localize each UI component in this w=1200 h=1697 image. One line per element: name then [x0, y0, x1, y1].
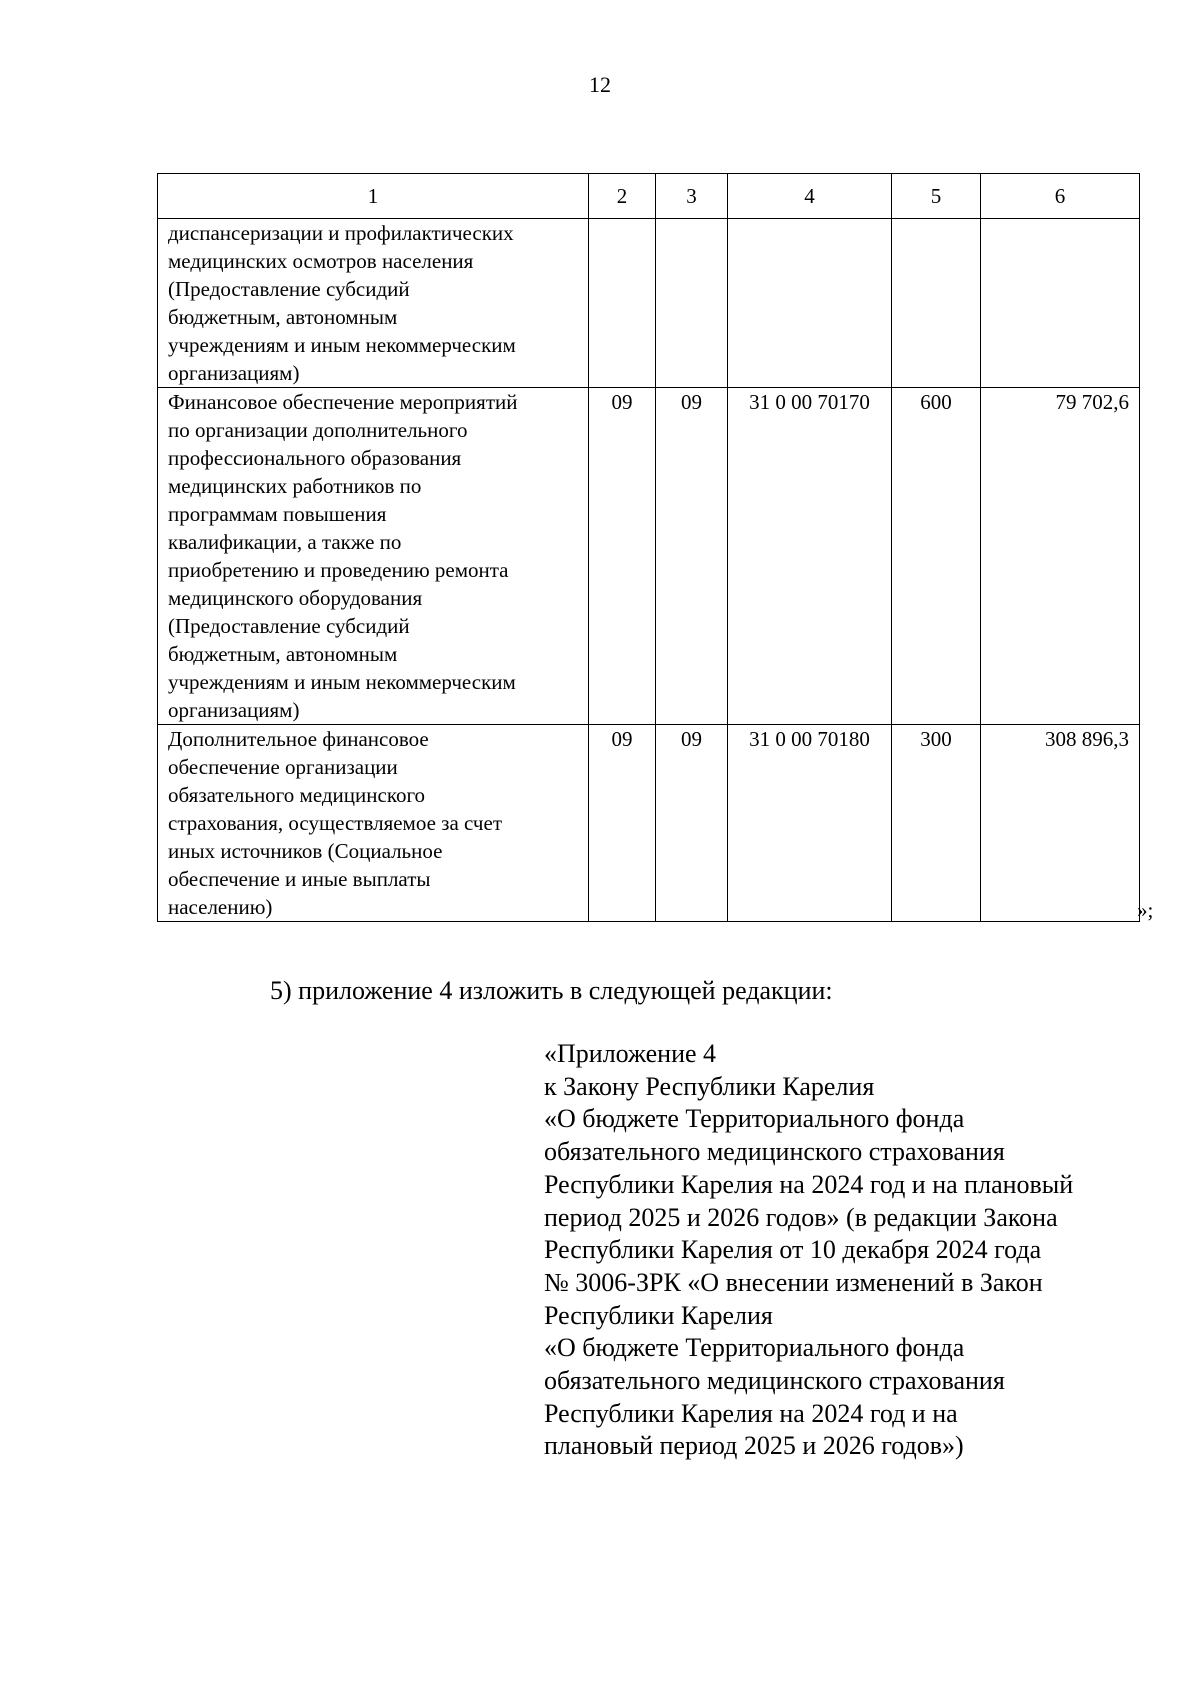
appendix-line: к Закону Республики Карелия — [544, 1071, 875, 1101]
appendix-line: «О бюджете Территориального фонда — [544, 1104, 965, 1134]
target-article-cell: 31 0 00 70180 — [728, 725, 892, 922]
table-close-quote: »; — [1137, 898, 1154, 922]
target-article-cell: 31 0 00 70170 — [728, 388, 892, 725]
appendix-line: Республики Карелия на 2024 год и на плановый — [544, 1169, 1074, 1199]
section-cell: 09 — [589, 725, 656, 922]
page-number: 12 — [589, 72, 611, 97]
target-article-cell — [728, 219, 892, 388]
section-cell: 09 — [589, 388, 656, 725]
expense-type-cell: 600 — [892, 388, 981, 725]
header-cell: 1 — [158, 174, 589, 219]
appendix-line: обязательного медицинского страхования — [544, 1137, 1005, 1167]
amount-cell: 308 896,3 — [981, 725, 1140, 922]
appendix-line: № 3006-ЗРК «О внесении изменений в Закон — [544, 1267, 1043, 1297]
expense-type-cell — [892, 219, 981, 388]
subsection-cell: 09 — [656, 388, 728, 725]
row-description: диспансеризации и профилактических медицинских осмотров населения (Предоставление субсидий бюджетным, автономным учреждениям и иным некоммерческим организациям) — [158, 219, 589, 388]
header-cell: 2 — [589, 174, 656, 219]
amount-cell: 79 702,6 — [981, 388, 1140, 725]
subsection-cell — [656, 219, 728, 388]
section-cell — [589, 219, 656, 388]
appendix-line: плановый период 2025 и 2026 годов») — [544, 1431, 964, 1461]
appendix-line: обязательного медицинского страхования — [544, 1366, 1005, 1396]
subsection-cell: 09 — [656, 725, 728, 922]
header-cell: 4 — [728, 174, 892, 219]
header-cell: 5 — [892, 174, 981, 219]
row-description: Дополнительное финансовое обеспечение организации обязательного медицинского страхования, осуществляемое за счет иных источников (Социальное обеспечение и иные выплаты населению) — [158, 725, 589, 922]
appendix-line: период 2025 и 2026 годов» (в редакции Закона — [544, 1202, 1058, 1232]
table-row — [158, 388, 1140, 725]
appendix-line: «О бюджете Территориального фонда — [544, 1333, 965, 1363]
item-5-paragraph: 5) приложение 4 изложить в следующей редакции: — [270, 976, 833, 1005]
appendix-line: Республики Карелия — [544, 1300, 773, 1330]
appendix-line: «Приложение 4 — [544, 1039, 717, 1068]
appendix-line: Республики Карелия от 10 декабря 2024 года — [544, 1235, 1042, 1265]
amount-cell — [981, 219, 1140, 388]
table-header-row — [158, 174, 1140, 219]
row-description: Финансовое обеспечение мероприятий по организации дополнительного профессионального образования медицинских работников по программам повышения квалификации, а также по приобретению и проведению ремонта медицинского оборудования (Предоставление субсидий бюджетным, автономным учреждениям и иным некоммерческим организациям) — [158, 388, 589, 725]
appendix-line: Республики Карелия на 2024 год и на — [544, 1398, 958, 1428]
table-row — [158, 219, 1140, 388]
expense-type-cell: 300 — [892, 725, 981, 922]
table-row — [158, 725, 1140, 922]
header-cell: 3 — [656, 174, 728, 219]
appendix-heading — [544, 1038, 1184, 1463]
budget-table — [157, 173, 1140, 922]
header-cell: 6 — [981, 174, 1140, 219]
